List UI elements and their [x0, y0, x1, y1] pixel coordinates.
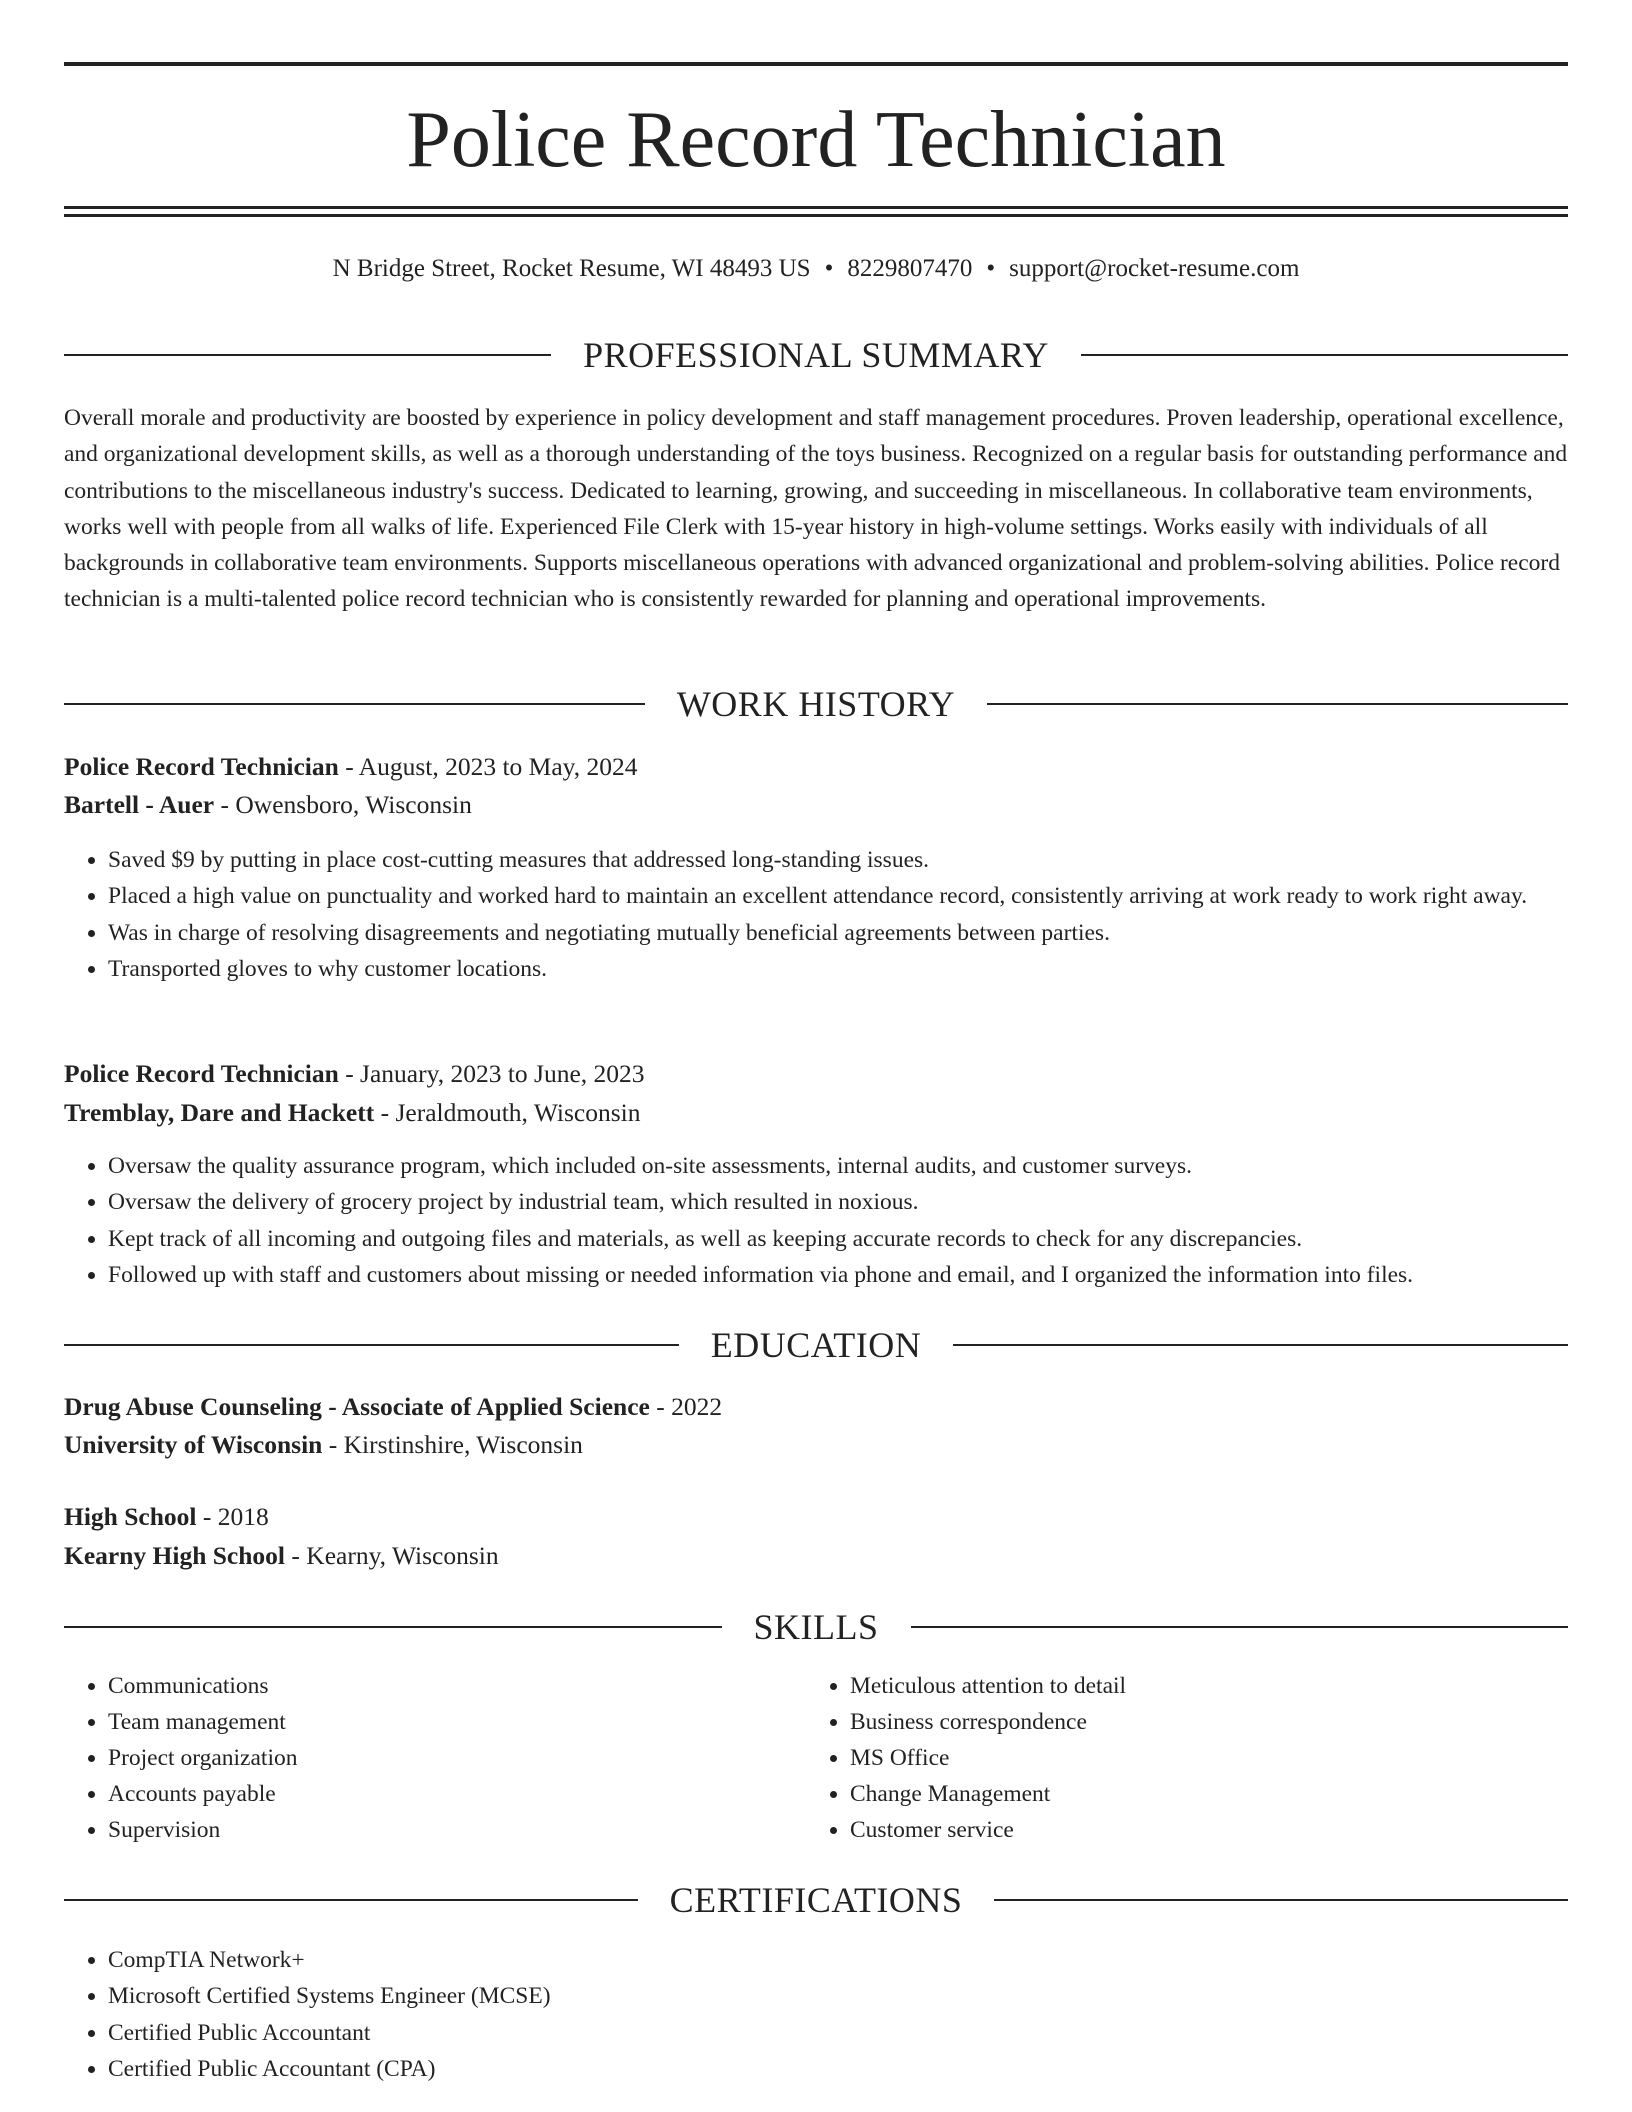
section-header-work: [64, 681, 1568, 727]
contact-address: N Bridge Street, Rocket Resume, WI 48493 US: [332, 255, 811, 282]
contact-email: support@rocket-resume.com: [1009, 255, 1300, 282]
job-bullet: • Oversaw the quality assurance program, which included on-site assessments, internal audits, and customer surveys.: [108, 1148, 1612, 1184]
job-bullet: • Oversaw the delivery of grocery project by industrial team, which resulted in noxious.: [108, 1184, 1612, 1220]
job-bullet: • Transported gloves to why customer locations.: [108, 951, 1612, 987]
education-degree: Drug Abuse Counseling - Associate of Applied Science: [64, 1392, 650, 1421]
education-degree: High School: [64, 1502, 197, 1531]
section-header-summary: [64, 332, 1568, 378]
skill-item: • Customer service: [850, 1812, 1550, 1848]
job-location: - Jeraldmouth, Wisconsin: [374, 1098, 641, 1127]
education-location: - Kirstinshire, Wisconsin: [322, 1430, 583, 1459]
skill-item: • Supervision: [108, 1812, 808, 1848]
skills-list-right: [806, 1668, 1550, 1848]
section-title: SKILLS: [753, 1607, 879, 1647]
education-school-line: [64, 1427, 1568, 1463]
section-title: CERTIFICATIONS: [669, 1880, 963, 1920]
job-title: Police Record Technician: [64, 1059, 339, 1088]
header-top-rule: [64, 62, 1568, 66]
contact-separator: •: [986, 255, 996, 282]
resume-name: Police Record Technician: [406, 96, 1226, 184]
section-header-certifications: [64, 1877, 1568, 1923]
skill-item: • Communications: [108, 1668, 808, 1704]
job-company: Bartell - Auer: [64, 790, 215, 819]
job-bullet: • Was in charge of resolving disagreements and negotiating mutually beneficial agreements between parties.: [108, 915, 1612, 951]
certification-item: • Microsoft Certified Systems Engineer (MCSE): [108, 1978, 1612, 2014]
education-degree-line: [64, 1389, 1568, 1425]
skills-list-left: [64, 1668, 808, 1848]
education-school-line: [64, 1538, 1568, 1574]
section-divider: [64, 1344, 679, 1346]
certification-item: • Certified Public Accountant: [108, 2015, 1612, 2051]
job-bullet: • Saved $9 by putting in place cost-cutting measures that addressed long-standing issues.: [108, 842, 1612, 878]
education-year: - 2022: [649, 1392, 723, 1421]
skill-item: • Meticulous attention to detail: [850, 1668, 1550, 1704]
job-bullet: • Followed up with staff and customers about missing or needed information via phone and email, and I organized the information into files.: [108, 1257, 1612, 1293]
header-rule-lower: [64, 214, 1568, 217]
certification-item: • CompTIA Network+: [108, 1942, 1612, 1978]
section-divider: [1081, 354, 1568, 356]
section-header-skills: [64, 1604, 1568, 1650]
job-dates: - January, 2023 to June, 2023: [338, 1059, 645, 1088]
contact-line: [64, 253, 1568, 285]
education-school: Kearny High School: [64, 1541, 286, 1570]
certification-item: • Certified Public Accountant (CPA): [108, 2051, 1612, 2087]
section-divider: [994, 1899, 1568, 1901]
section-title: PROFESSIONAL SUMMARY: [583, 335, 1049, 375]
skill-item: • Business correspondence: [850, 1704, 1550, 1740]
skill-item: • Accounts payable: [108, 1776, 808, 1812]
job-company: Tremblay, Dare and Hackett: [64, 1098, 375, 1127]
job-bullet: • Kept track of all incoming and outgoing files and materials, as well as keeping accurate records to check for any discrepancies.: [108, 1221, 1612, 1257]
section-divider: [911, 1626, 1569, 1628]
section-divider: [953, 1344, 1568, 1346]
skill-item: • Team management: [108, 1704, 808, 1740]
certifications-list: [64, 1942, 1612, 2087]
skill-item: • Change Management: [850, 1776, 1550, 1812]
job-title-line: [64, 749, 1568, 785]
section-divider: [64, 1626, 722, 1628]
skill-item: • MS Office: [850, 1740, 1550, 1776]
education-location: - Kearny, Wisconsin: [285, 1541, 499, 1570]
contact-separator: •: [824, 255, 834, 282]
section-divider: [64, 703, 645, 705]
job-bullet: • Placed a high value on punctuality and worked hard to maintain an excellent attendance record, consistently arriving at work ready to work right away.: [108, 878, 1612, 914]
job-location: - Owensboro, Wisconsin: [214, 790, 472, 819]
section-title: WORK HISTORY: [676, 684, 956, 724]
header-rule-upper: [64, 206, 1568, 209]
job-bullets: [64, 842, 1612, 987]
job-bullets: [64, 1148, 1612, 1293]
skill-item: • Project organization: [108, 1740, 808, 1776]
job-company-line: [64, 787, 1568, 823]
section-divider: [64, 354, 551, 356]
job-title: Police Record Technician: [64, 752, 339, 781]
job-dates: - August, 2023 to May, 2024: [338, 752, 638, 781]
education-year: - 2018: [196, 1502, 269, 1531]
summary-text: Overall morale and productivity are boosted by experience in policy development and staff management procedures. Proven leadership, operational excellence, and organizational development skills, as well as a thorough understanding of the toys business. Recognized on a regular basis for outstanding performance and contributions to the miscellaneous industry's success. Dedicated to learning, growing, and succeeding in miscellaneous. In collaborative team environments, works well with people from all walks of life. Experienced File Clerk with 15-year history in high-volume settings. Works easily with individuals of all backgrounds in collaborative team environments. Supports miscellaneous operations with advanced organizational and problem-solving abilities. Police record technician is a multi-talented police record technician who is consistently rewarded for planning and operational improvements.: [64, 405, 1568, 613]
job-company-line: [64, 1095, 1568, 1131]
education-school: University of Wisconsin: [64, 1430, 323, 1459]
section-divider: [987, 703, 1568, 705]
section-divider: [64, 1899, 638, 1901]
education-degree-line: [64, 1499, 1568, 1535]
contact-phone: 8229807470: [847, 255, 973, 282]
section-header-education: [64, 1322, 1568, 1368]
section-title: EDUCATION: [710, 1325, 922, 1365]
job-title-line: [64, 1056, 1568, 1092]
